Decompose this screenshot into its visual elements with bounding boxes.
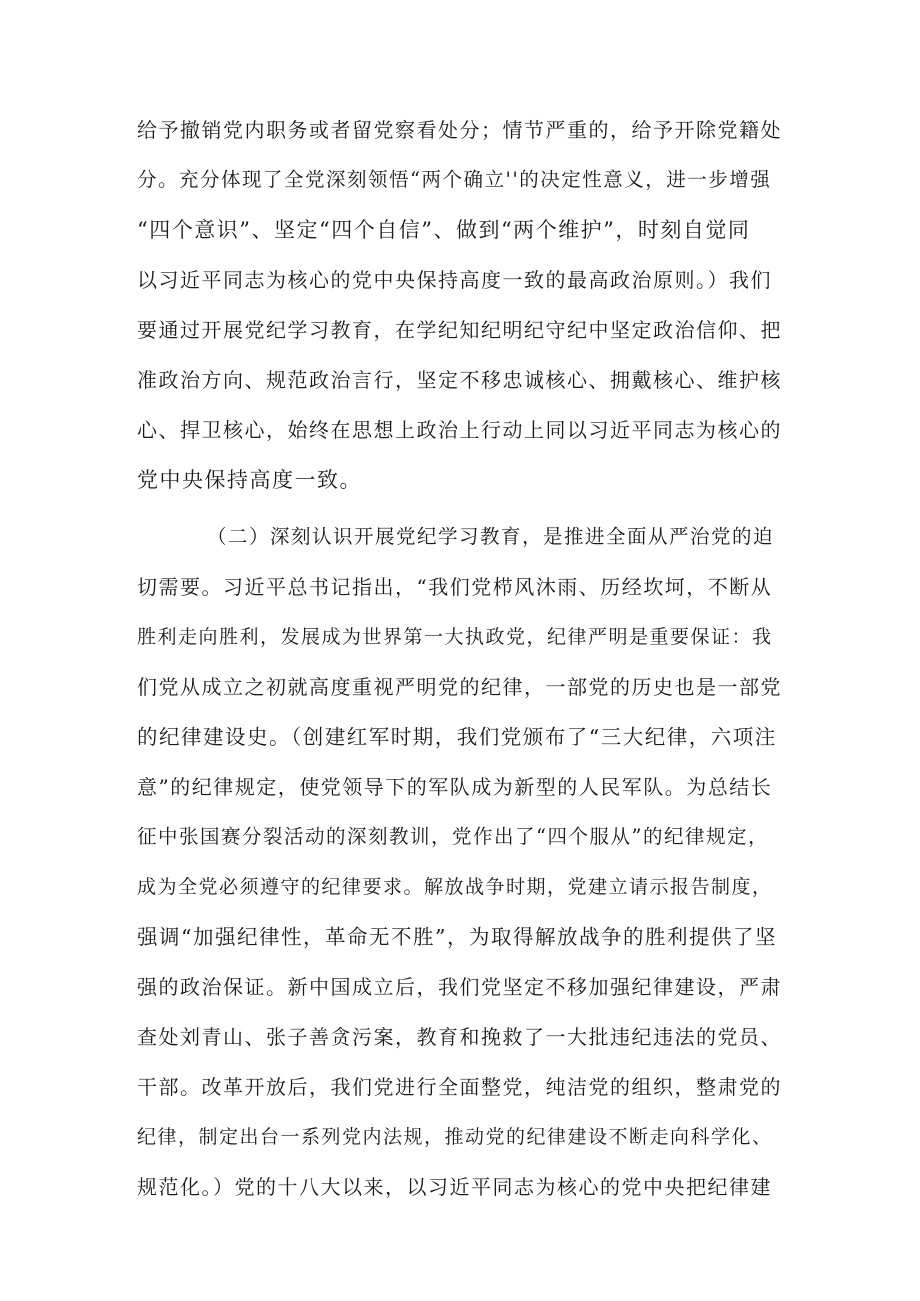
text-line: 给予撤销党内职务或者留党察看处分；情节严重的，给予开除党籍处 bbox=[137, 118, 782, 142]
text-line: 的纪律建设史。（创建红军时期，我们党颁布了“三大纪律，六项注 bbox=[137, 725, 777, 749]
text-line: 党中央保持高度一致。 bbox=[137, 468, 362, 492]
text-line: 心、捍卫核心，始终在思想上政治上行动上同以习近平同志为核心的 bbox=[137, 418, 782, 442]
text-line: 以习近平同志为核心的党中央保持高度一致的最高政治原则。）我们 bbox=[137, 268, 772, 292]
text-line: 查处刘青山、张子善贪污案，教育和挽救了一大批违纪违法的党员、 bbox=[137, 1025, 782, 1049]
text-line: 分。充分体现了全党深刻领悟“两个确立''的决定性意义，进一步增强 bbox=[137, 168, 772, 191]
text-line: 征中张国赛分裂活动的深刻教训，党作出了“四个服从”的纪律规定， bbox=[137, 825, 769, 848]
text-line: 规范化。）党的十八大以来，以习近平同志为核心的党中央把纪律建 bbox=[137, 1175, 772, 1199]
text-line: 干部。改革开放后，我们党进行全面整党，纯洁党的组织，整肃党的 bbox=[137, 1075, 782, 1099]
text-line: 意”的纪律规定，使党领导下的军队成为新型的人民军队。为总结长 bbox=[137, 775, 773, 799]
text-line: 准政治方向、规范政治言行，坚定不移忠诚核心、拥戴核心、维护核 bbox=[137, 368, 782, 392]
text-line: 强调“加强纪律性，革命无不胜”，为取得解放战争的胜利提供了坚 bbox=[137, 925, 777, 949]
text-line: 切需要。习近平总书记指出，“我们党栉风沐雨、历经坎坷，不断从 bbox=[137, 575, 773, 599]
text-line: 要通过开展党纪学习教育，在学纪知纪明纪守纪中坚定政治信仰、把 bbox=[137, 318, 782, 342]
section-heading-line: （二）深刻认识开展党纪学习教育，是推进全面从严治党的迫 bbox=[207, 525, 775, 548]
text-line: “四个意识”、坚定“四个自信”、做到“两个维护”，时刻自觉同 bbox=[137, 218, 751, 242]
text-line: 们党从成立之初就高度重视严明党的纪律，一部党的历史也是一部党 bbox=[137, 675, 782, 699]
text-line: 成为全党必须遵守的纪律要求。解放战争时期，党建立请示报告制度， bbox=[137, 876, 773, 898]
text-line: 纪律，制定出台一系列党内法规，推动党的纪律建设不断走向科学化、 bbox=[137, 1126, 773, 1148]
text-line: 胜利走向胜利，发展成为世界第一大执政党，纪律严明是重要保证：我 bbox=[137, 626, 773, 648]
text-line: 强的政治保证。新中国成立后，我们党坚定不移加强纪律建设，严肃 bbox=[137, 975, 782, 999]
